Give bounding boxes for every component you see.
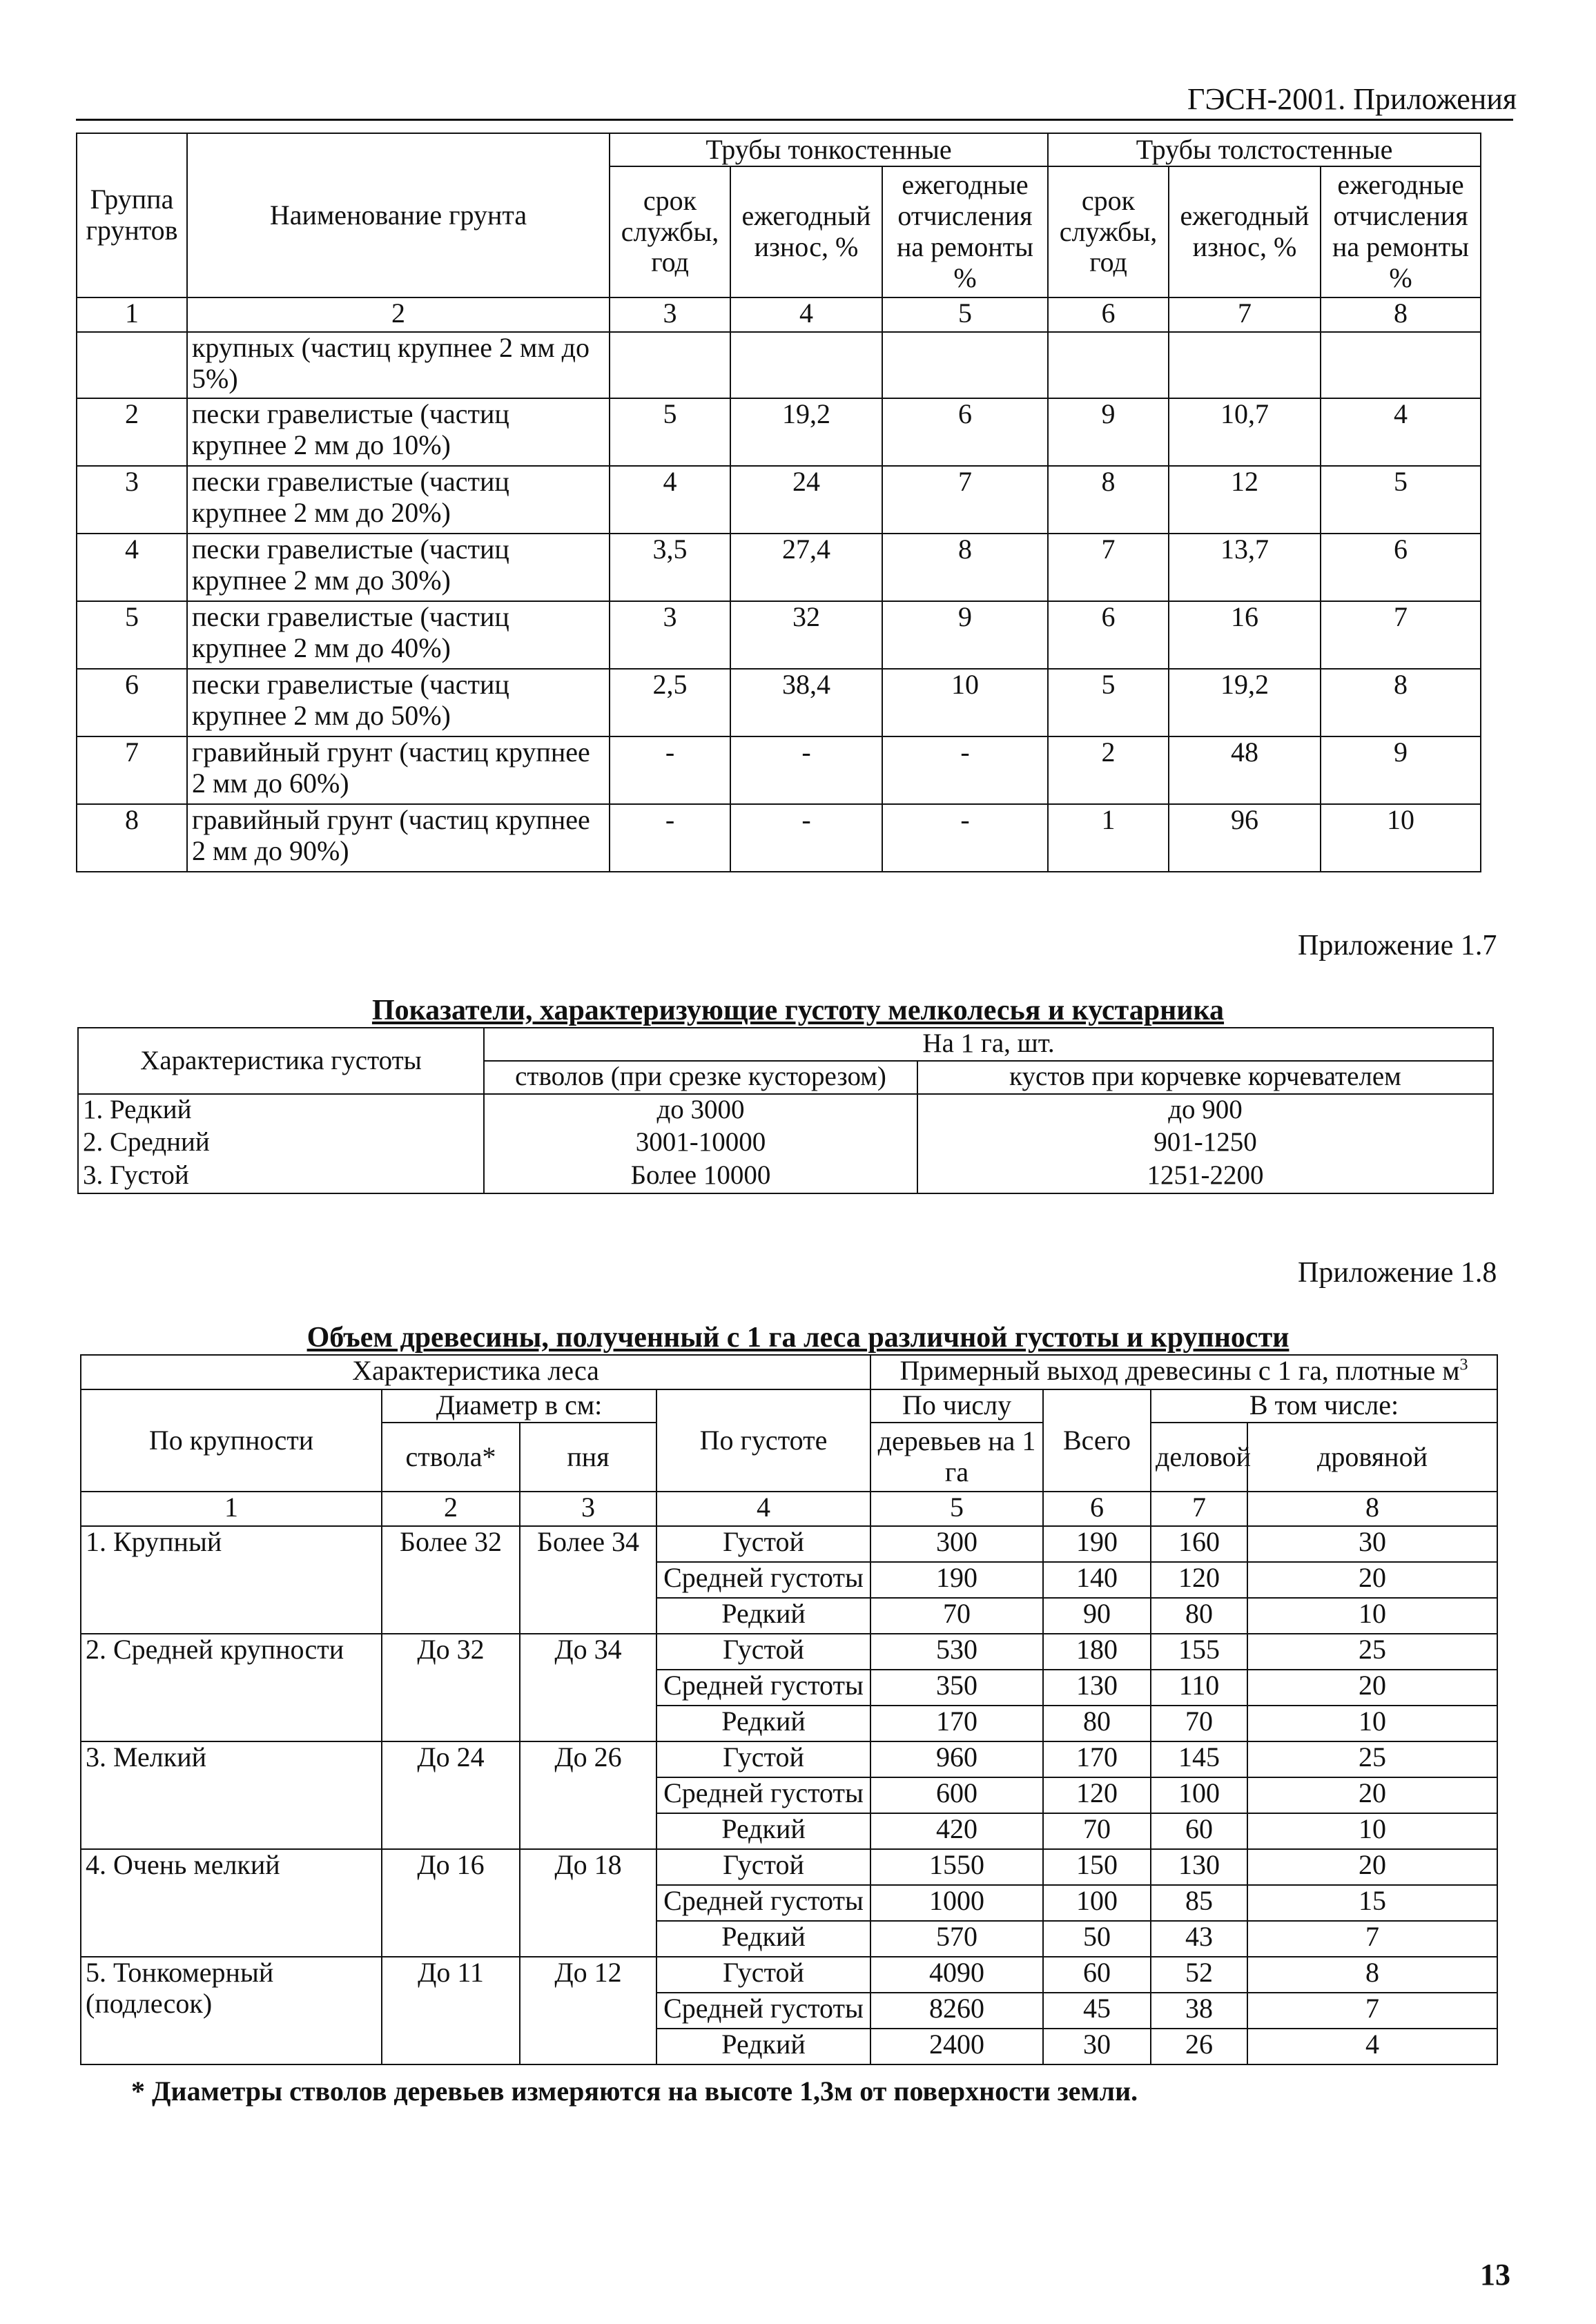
trunk-diameter-cell: До 11: [382, 1957, 520, 2064]
wood-volume-table: [80, 1354, 1498, 2065]
density-char-header: Характеристика густоты: [78, 1028, 484, 1094]
stump-diameter-cell: Более 34: [520, 1526, 656, 1634]
thin-wear-header: ежегодный износ, %: [730, 166, 882, 297]
value-cell: 170: [1043, 1741, 1151, 1777]
value-cell: 70: [1043, 1813, 1151, 1849]
cell: 5: [610, 398, 730, 466]
value-cell: 170: [870, 1706, 1043, 1741]
cell: 8: [1048, 466, 1169, 534]
colnum: 1: [81, 1492, 382, 1526]
value-cell: 190: [870, 1562, 1043, 1598]
density-cell: Редкий: [656, 1921, 870, 1957]
table-colnum-row: [81, 1492, 1497, 1526]
including-header: В том числе:: [1151, 1389, 1497, 1423]
table-row: [78, 1127, 1493, 1160]
table-row: [78, 1160, 1493, 1193]
cell: 19,2: [730, 398, 882, 466]
value-cell: 600: [870, 1777, 1043, 1813]
colnum: 2: [382, 1492, 520, 1526]
colnum: 4: [730, 297, 882, 332]
value-cell: 38: [1151, 1993, 1247, 2029]
density-cell: Густой: [656, 1526, 870, 1562]
cell: крупных (частиц крупнее 2 мм до 5%): [187, 332, 610, 398]
table-row: [77, 601, 1481, 669]
cell: 1: [1048, 804, 1169, 872]
value-cell: 1000: [870, 1885, 1043, 1921]
value-cell: 1550: [870, 1849, 1043, 1885]
value-cell: 8: [1247, 1957, 1497, 1993]
total-header: Всего: [1043, 1389, 1151, 1492]
cell: до 3000: [484, 1094, 917, 1127]
value-cell: 60: [1151, 1813, 1247, 1849]
colnum: 8: [1321, 297, 1481, 332]
trees-per-ha-header: деревьев на 1 га: [870, 1423, 1043, 1492]
density-cell: Средней густоты: [656, 1885, 870, 1921]
density-cell: Средней густоты: [656, 1670, 870, 1706]
value-cell: 80: [1043, 1706, 1151, 1741]
value-cell: 960: [870, 1741, 1043, 1777]
cell: -: [610, 804, 730, 872]
cell: 6: [77, 669, 187, 736]
density-cell: Средней густоты: [656, 1777, 870, 1813]
per-ha-header: На 1 га, шт.: [484, 1028, 1493, 1061]
cell: до 900: [917, 1094, 1493, 1127]
cell: 10: [1321, 804, 1481, 872]
cell: 38,4: [730, 669, 882, 736]
density-cell: Густой: [656, 1957, 870, 1993]
value-cell: 10: [1247, 1706, 1497, 1741]
cell: Более 10000: [484, 1160, 917, 1193]
density-cell: Густой: [656, 1849, 870, 1885]
value-cell: 30: [1247, 1526, 1497, 1562]
cell: [882, 332, 1048, 398]
stump-diameter-cell: До 26: [520, 1741, 656, 1849]
cell: [610, 332, 730, 398]
size-cell: 3. Мелкий: [81, 1741, 382, 1849]
value-cell: 4090: [870, 1957, 1043, 1993]
cell: -: [730, 804, 882, 872]
cell: -: [610, 736, 730, 804]
cell: 3,5: [610, 534, 730, 601]
cell: [1048, 332, 1169, 398]
value-cell: 160: [1151, 1526, 1247, 1562]
table-row: [81, 1741, 1497, 1777]
colnum: 3: [610, 297, 730, 332]
appendix-1-8-title: Объем древесины, полученный с 1 га леса различной густоты и крупности: [306, 1322, 1290, 1354]
density-cell: Густой: [656, 1741, 870, 1777]
density-cell: Средней густоты: [656, 1562, 870, 1598]
density-cell: Редкий: [656, 2029, 870, 2064]
density-cell: Средней густоты: [656, 1993, 870, 2029]
table-row: [78, 1094, 1493, 1127]
value-cell: 50: [1043, 1921, 1151, 1957]
value-cell: 25: [1247, 1741, 1497, 1777]
value-cell: 70: [870, 1598, 1043, 1634]
value-cell: 20: [1247, 1670, 1497, 1706]
value-cell: 100: [1151, 1777, 1247, 1813]
colnum: 6: [1043, 1492, 1151, 1526]
value-cell: 10: [1247, 1598, 1497, 1634]
trunks-header: стволов (при срезке кусторезом): [484, 1061, 917, 1094]
size-cell: 5. Тонкомерный (подлесок): [81, 1957, 382, 2064]
value-cell: 530: [870, 1634, 1043, 1670]
value-cell: 52: [1151, 1957, 1247, 1993]
cell: 9: [1321, 736, 1481, 804]
cell: 48: [1169, 736, 1321, 804]
stump-header: пня: [520, 1423, 656, 1492]
cell: 4: [1321, 398, 1481, 466]
colnum: 3: [520, 1492, 656, 1526]
value-cell: 100: [1043, 1885, 1151, 1921]
value-cell: 110: [1151, 1670, 1247, 1706]
density-cell: Густой: [656, 1634, 870, 1670]
value-cell: 350: [870, 1670, 1043, 1706]
table-row: [77, 736, 1481, 804]
cell: -: [882, 736, 1048, 804]
value-cell: 60: [1043, 1957, 1151, 1993]
value-cell: 180: [1043, 1634, 1151, 1670]
value-cell: 145: [1151, 1741, 1247, 1777]
cell: пески гравелистые (частиц крупнее 2 мм до 50%): [187, 669, 610, 736]
col-name-header: Наименование грунта: [187, 133, 610, 297]
cell: гравийный грунт (частиц крупнее 2 мм до 90%): [187, 804, 610, 872]
thin-life-header: срок службы, год: [610, 166, 730, 297]
appendix-1-7-label: Приложение 1.7: [1298, 930, 1497, 961]
value-cell: 7: [1247, 1921, 1497, 1957]
stump-diameter-cell: До 18: [520, 1849, 656, 1957]
value-cell: 30: [1043, 2029, 1151, 2064]
value-cell: 20: [1247, 1849, 1497, 1885]
cell: пески гравелистые (частиц крупнее 2 мм до 10%): [187, 398, 610, 466]
colnum: 7: [1169, 297, 1321, 332]
cell: -: [882, 804, 1048, 872]
size-cell: 4. Очень мелкий: [81, 1849, 382, 1957]
stump-diameter-cell: До 34: [520, 1634, 656, 1741]
cubic-sup: 3: [1459, 1356, 1468, 1374]
value-cell: 130: [1151, 1849, 1247, 1885]
table-row: [77, 804, 1481, 872]
cell: [730, 332, 882, 398]
cell: 8: [882, 534, 1048, 601]
value-cell: 26: [1151, 2029, 1247, 2064]
cell: 27,4: [730, 534, 882, 601]
wood-table-body: [81, 1526, 1497, 2064]
table-row: [81, 1634, 1497, 1670]
value-cell: 45: [1043, 1993, 1151, 2029]
value-cell: 80: [1151, 1598, 1247, 1634]
cell: 9: [882, 601, 1048, 669]
col-group-header: Группа грунтов: [77, 133, 187, 297]
cell: 7: [1048, 534, 1169, 601]
cell: 5: [1321, 466, 1481, 534]
cell: пески гравелистые (частиц крупнее 2 мм до 30%): [187, 534, 610, 601]
appendix-1-8-label: Приложение 1.8: [1298, 1257, 1497, 1289]
cell: 10: [882, 669, 1048, 736]
cell: 6: [1048, 601, 1169, 669]
density-cell: Редкий: [656, 1706, 870, 1741]
table-colnum-row: [77, 297, 1481, 332]
table-row: [77, 534, 1481, 601]
value-cell: 4: [1247, 2029, 1497, 2064]
thick-life-header: срок службы, год: [1048, 166, 1169, 297]
cell: 5: [1048, 669, 1169, 736]
size-cell: 2. Средней крупности: [81, 1634, 382, 1741]
value-cell: 70: [1151, 1706, 1247, 1741]
trunk-diameter-cell: До 32: [382, 1634, 520, 1741]
trunk-diameter-cell: Более 32: [382, 1526, 520, 1634]
thick-wear-header: ежегодный износ, %: [1169, 166, 1321, 297]
header-rule: [76, 119, 1513, 121]
forest-char-header: Характеристика леса: [81, 1355, 870, 1389]
soil-table: [76, 133, 1481, 872]
density-table: [77, 1027, 1494, 1194]
density-cell: Редкий: [656, 1813, 870, 1849]
table-row: [81, 1957, 1497, 1993]
page-number: 13: [1480, 2258, 1510, 2292]
value-cell: 15: [1247, 1885, 1497, 1921]
thick-pipes-header: Трубы толстостенные: [1048, 133, 1481, 166]
cell: [1169, 332, 1321, 398]
value-cell: 43: [1151, 1921, 1247, 1957]
thin-repairs-header: ежегодные отчисления на ремонты %: [882, 166, 1048, 297]
value-cell: 10: [1247, 1813, 1497, 1849]
value-cell: 155: [1151, 1634, 1247, 1670]
value-cell: 420: [870, 1813, 1043, 1849]
stump-diameter-cell: До 12: [520, 1957, 656, 2064]
cell: 4: [77, 534, 187, 601]
cell: 96: [1169, 804, 1321, 872]
value-cell: 120: [1151, 1562, 1247, 1598]
cell: 2: [1048, 736, 1169, 804]
fire-header: дровяной: [1247, 1423, 1497, 1492]
value-cell: 120: [1043, 1777, 1151, 1813]
cell: 5: [77, 601, 187, 669]
value-cell: 8260: [870, 1993, 1043, 2029]
cell: [77, 332, 187, 398]
cell: пески гравелистые (частиц крупнее 2 мм до 40%): [187, 601, 610, 669]
value-cell: 130: [1043, 1670, 1151, 1706]
yield-header: [870, 1355, 1497, 1389]
table-row: [81, 1849, 1497, 1885]
value-cell: 2400: [870, 2029, 1043, 2064]
by-count-header: По числу: [870, 1389, 1043, 1423]
thick-repairs-header: ежегодные отчисления на ремонты %: [1321, 166, 1481, 297]
cell: 1. Редкий: [78, 1094, 484, 1127]
diameter-header: Диаметр в см:: [382, 1389, 656, 1423]
table-row: [77, 332, 1481, 398]
thin-pipes-header: Трубы тонкостенные: [610, 133, 1048, 166]
value-cell: 140: [1043, 1562, 1151, 1598]
cell: 8: [77, 804, 187, 872]
value-cell: 25: [1247, 1634, 1497, 1670]
bushes-header: кустов при корчевке корчевателем: [917, 1061, 1493, 1094]
cell: 3. Густой: [78, 1160, 484, 1193]
cell: 10,7: [1169, 398, 1321, 466]
by-density-header: По густоте: [656, 1389, 870, 1492]
cell: 1251-2200: [917, 1160, 1493, 1193]
colnum: 5: [882, 297, 1048, 332]
yield-header-text: Примерный выход древесины с 1 га, плотные м: [899, 1355, 1460, 1386]
cell: 4: [610, 466, 730, 534]
colnum: 6: [1048, 297, 1169, 332]
cell: 12: [1169, 466, 1321, 534]
value-cell: 90: [1043, 1598, 1151, 1634]
cell: 7: [77, 736, 187, 804]
cell: 32: [730, 601, 882, 669]
value-cell: 7: [1247, 1993, 1497, 2029]
trunk-header: ствола*: [382, 1423, 520, 1492]
size-cell: 1. Крупный: [81, 1526, 382, 1634]
colnum: 4: [656, 1492, 870, 1526]
cell: 7: [882, 466, 1048, 534]
density-cell: Редкий: [656, 1598, 870, 1634]
cell: 19,2: [1169, 669, 1321, 736]
value-cell: 150: [1043, 1849, 1151, 1885]
value-cell: 190: [1043, 1526, 1151, 1562]
cell: 901-1250: [917, 1127, 1493, 1160]
value-cell: 300: [870, 1526, 1043, 1562]
business-header: деловой: [1151, 1423, 1247, 1492]
cell: 3: [77, 466, 187, 534]
value-cell: 20: [1247, 1562, 1497, 1598]
value-cell: 20: [1247, 1777, 1497, 1813]
table-row: [77, 466, 1481, 534]
cell: 3001-10000: [484, 1127, 917, 1160]
cell: 6: [882, 398, 1048, 466]
colnum: 1: [77, 297, 187, 332]
cell: 2: [77, 398, 187, 466]
table-row: [77, 669, 1481, 736]
colnum: 5: [870, 1492, 1043, 1526]
table-row: [81, 1526, 1497, 1562]
cell: гравийный грунт (частиц крупнее 2 мм до 60%): [187, 736, 610, 804]
cell: пески гравелистые (частиц крупнее 2 мм до 20%): [187, 466, 610, 534]
cell: 9: [1048, 398, 1169, 466]
cell: 3: [610, 601, 730, 669]
cell: 13,7: [1169, 534, 1321, 601]
cell: 16: [1169, 601, 1321, 669]
cell: 6: [1321, 534, 1481, 601]
cell: [1321, 332, 1481, 398]
cell: 24: [730, 466, 882, 534]
cell: 2. Средний: [78, 1127, 484, 1160]
cell: 2,5: [610, 669, 730, 736]
colnum: 7: [1151, 1492, 1247, 1526]
table-row: [77, 398, 1481, 466]
trunk-diameter-cell: До 16: [382, 1849, 520, 1957]
page-header: ГЭСН-2001. Приложения: [1187, 82, 1517, 116]
cell: 8: [1321, 669, 1481, 736]
cell: 7: [1321, 601, 1481, 669]
value-cell: 570: [870, 1921, 1043, 1957]
trunk-diameter-cell: До 24: [382, 1741, 520, 1849]
cell: -: [730, 736, 882, 804]
colnum: 2: [187, 297, 610, 332]
footnote: * Диаметры стволов деревьев измеряются на высоте 1,3м от поверхности земли.: [131, 2076, 1138, 2107]
by-size-header: По крупности: [81, 1389, 382, 1492]
colnum: 8: [1247, 1492, 1497, 1526]
appendix-1-7-title: Показатели, характеризующие густоту мелколесья и кустарника: [371, 995, 1225, 1026]
value-cell: 85: [1151, 1885, 1247, 1921]
